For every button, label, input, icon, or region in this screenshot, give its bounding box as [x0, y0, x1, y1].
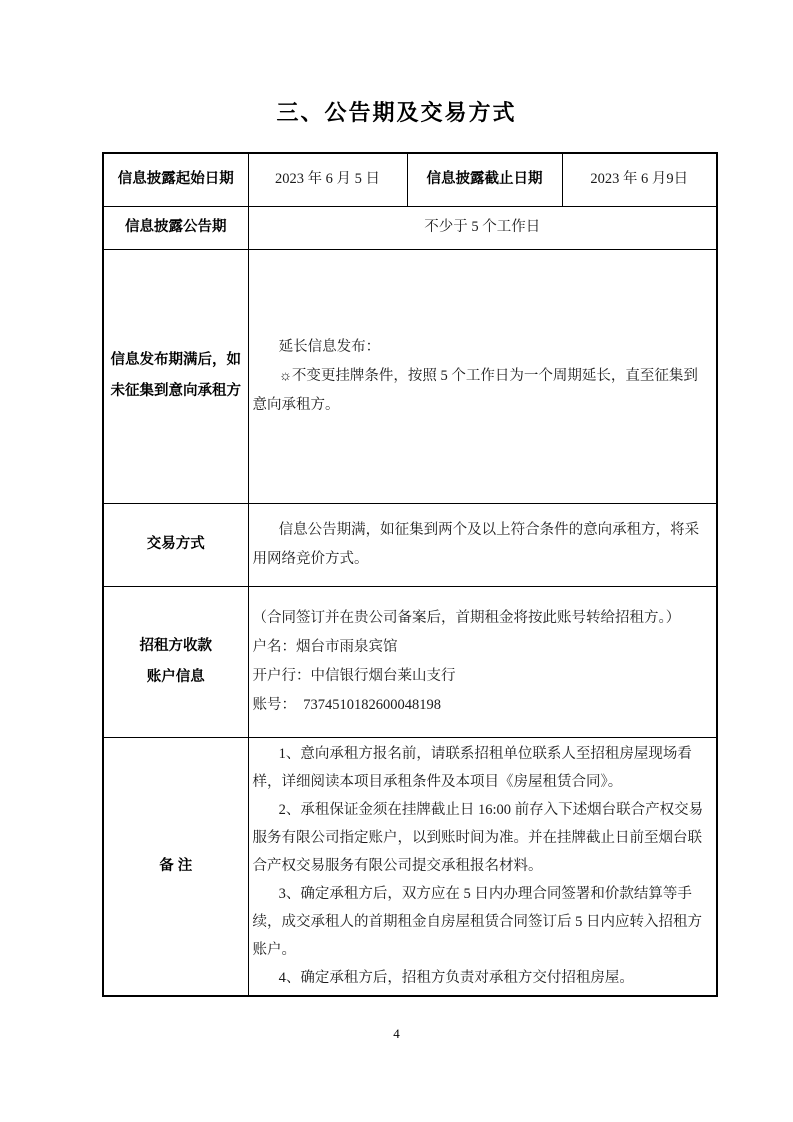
remark-item-1: 1、意向承租方报名前，请联系招租单位联系人至招租房屋现场看样，详细阅读本项目承租条件及本项目《房屋租赁合同》。: [252, 746, 692, 791]
page-number: 4: [393, 1026, 400, 1041]
disclosure-start-date-label: 信息披露起始日期: [103, 153, 248, 206]
remarks-content: [248, 737, 717, 996]
transaction-method-label: 交易方式: [103, 503, 248, 586]
announcement-table: [102, 152, 718, 997]
payee-account-content: [248, 586, 717, 737]
disclosure-end-date-value: 2023 年 6 月9日: [562, 153, 717, 206]
table-row-remarks: [103, 737, 717, 996]
table-row-transaction-method: [103, 503, 717, 586]
extension-policy-content: [248, 249, 717, 503]
table-row-disclosure-dates: [103, 153, 717, 206]
account-note-text: （合同签订并在贵公司备案后，首期租金将按此账号转给招租方。）: [252, 609, 681, 626]
payee-account-label: [103, 586, 248, 737]
remark-item-4: 4、确定承租方后，招租方负责对承租方交付招租房屋。: [278, 970, 634, 987]
account-bank-text: 开户行：中信银行烟台莱山支行: [252, 667, 456, 684]
transaction-method-content: [248, 503, 717, 586]
payee-account-label-line2: 账户信息: [146, 668, 205, 685]
disclosure-end-date-label: 信息披露截止日期: [407, 153, 562, 206]
extension-option-paragraph: [253, 362, 707, 420]
payee-account-label-line1: 招租方收款: [139, 637, 212, 654]
disclosure-start-date-value: 2023 年 6 月 5 日: [248, 153, 407, 206]
announcement-period-value: 不少于 5 个工作日: [248, 206, 717, 249]
extension-policy-label: 信息发布期满后，如未征集到意向承租方: [103, 249, 248, 503]
announcement-period-label: 信息披露公告期: [103, 206, 248, 249]
table-row-announcement-period: [103, 206, 717, 249]
table-row-payee-account: [103, 586, 717, 737]
extension-option-text: 不变更挂牌条件，按照 5 个工作日为一个周期延长，直至征集到意向承租方。: [252, 367, 698, 413]
remark-item-3: 3、确定承租方后，双方应在 5 日内办理合同签署和价款结算等手续，成交承租人的首期租金自房屋租赁合同签订后 5 日内应转入招租方账户。: [252, 886, 702, 959]
account-holder-text: 户名：烟台市雨泉宾馆: [252, 638, 398, 655]
sun-bullet-icon: ☼: [278, 367, 292, 384]
account-number-text: 账号： 7374510182600048198: [252, 696, 441, 713]
page-title: 三、公告期及交易方式: [276, 100, 517, 125]
transaction-method-text: 信息公告期满，如征集到两个及以上符合条件的意向承租方，将采用网络竞价方式。: [252, 521, 700, 567]
extension-intro-text: 延长信息发布：: [278, 338, 381, 355]
remark-item-2: 2、承租保证金须在挂牌截止日 16:00 前存入下述烟台联合产权交易服务有限公司指定账户，以到账时间为准。并在挂牌截止日前至烟台联合产权交易服务有限公司提交承租报名材料。: [252, 802, 704, 875]
table-row-extension-policy: [103, 249, 717, 503]
remarks-label: 备 注: [103, 737, 248, 996]
